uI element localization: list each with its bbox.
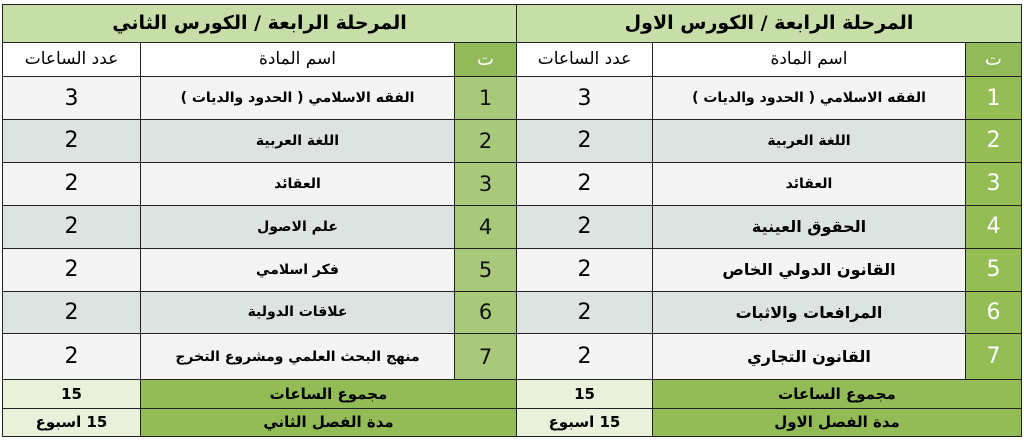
course1-index-cell: 4 (966, 205, 1022, 248)
course1-hours-cell: 3 (517, 77, 653, 120)
total-row (3, 380, 1022, 408)
course2-hours-cell: 2 (3, 162, 141, 205)
course1-subject-cell: القانون التجاري (653, 334, 966, 380)
course2-col-hours: عدد الساعات (3, 42, 141, 77)
course2-subject-cell: منهج البحث العلمي ومشروع التخرج (141, 334, 455, 380)
table-row (3, 334, 1022, 380)
header-row (3, 42, 1022, 77)
course2-hours-cell: 2 (3, 205, 141, 248)
course1-subject-cell: الحقوق العينية (653, 205, 966, 248)
table-row (3, 77, 1022, 120)
course1-col-index: ت (966, 42, 1022, 77)
table-row (3, 291, 1022, 334)
table-row (3, 205, 1022, 248)
course2-index-cell: 7 (455, 334, 517, 380)
course1-hours-cell: 2 (517, 162, 653, 205)
course2-index-cell: 5 (455, 248, 517, 291)
course1-duration-label: مدة الفصل الاول (653, 408, 1022, 436)
course1-index-cell: 3 (966, 162, 1022, 205)
course2-title: المرحلة الرابعة / الكورس الثاني (3, 5, 517, 43)
course1-index-cell: 5 (966, 248, 1022, 291)
course2-index-cell: 1 (455, 77, 517, 120)
course2-index-cell: 6 (455, 291, 517, 334)
course1-index-cell: 7 (966, 334, 1022, 380)
course2-subject-cell: اللغة العربية (141, 120, 455, 163)
table-row (3, 248, 1022, 291)
course2-total-value: 15 (3, 380, 141, 408)
schedule-table (2, 4, 1022, 437)
course2-duration-label: مدة الفصل الثاني (141, 408, 517, 436)
course1-col-subject: اسم المادة (653, 42, 966, 77)
course1-subject-cell: القانون الدولي الخاص (653, 248, 966, 291)
course2-hours-cell: 2 (3, 120, 141, 163)
course1-subject-cell: العقائد (653, 162, 966, 205)
table-row (3, 162, 1022, 205)
duration-row (3, 408, 1022, 436)
course2-subject-cell: الفقه الاسلامي ( الحدود والديات ) (141, 77, 455, 120)
title-row (3, 5, 1022, 43)
course2-subject-cell: علم الاصول (141, 205, 455, 248)
course1-subject-cell: اللغة العربية (653, 120, 966, 163)
course2-col-subject: اسم المادة (141, 42, 455, 77)
course1-title: المرحلة الرابعة / الكورس الاول (517, 5, 1022, 43)
course2-subject-cell: فكر اسلامي (141, 248, 455, 291)
course2-col-index: ت (455, 42, 517, 77)
course1-duration-value: 15 اسبوع (517, 408, 653, 436)
course1-hours-cell: 2 (517, 120, 653, 163)
course1-subject-cell: المرافعات والاثبات (653, 291, 966, 334)
course1-total-value: 15 (517, 380, 653, 408)
course1-index-cell: 1 (966, 77, 1022, 120)
course1-index-cell: 2 (966, 120, 1022, 163)
schedule-container (2, 4, 1021, 437)
course2-subject-cell: العقائد (141, 162, 455, 205)
course2-hours-cell: 2 (3, 291, 141, 334)
course2-hours-cell: 2 (3, 248, 141, 291)
table-row (3, 120, 1022, 163)
course2-index-cell: 3 (455, 162, 517, 205)
course2-hours-cell: 2 (3, 334, 141, 380)
course2-duration-value: 15 اسبوع (3, 408, 141, 436)
course1-hours-cell: 2 (517, 248, 653, 291)
course1-hours-cell: 2 (517, 334, 653, 380)
course2-index-cell: 2 (455, 120, 517, 163)
course1-index-cell: 6 (966, 291, 1022, 334)
course1-hours-cell: 2 (517, 291, 653, 334)
course2-subject-cell: علاقات الدولية (141, 291, 455, 334)
course1-col-hours: عدد الساعات (517, 42, 653, 77)
course1-hours-cell: 2 (517, 205, 653, 248)
course2-index-cell: 4 (455, 205, 517, 248)
course2-total-label: مجموع الساعات (141, 380, 517, 408)
course2-hours-cell: 3 (3, 77, 141, 120)
course1-total-label: مجموع الساعات (653, 380, 1022, 408)
course1-subject-cell: الفقه الاسلامي ( الحدود والديات ) (653, 77, 966, 120)
